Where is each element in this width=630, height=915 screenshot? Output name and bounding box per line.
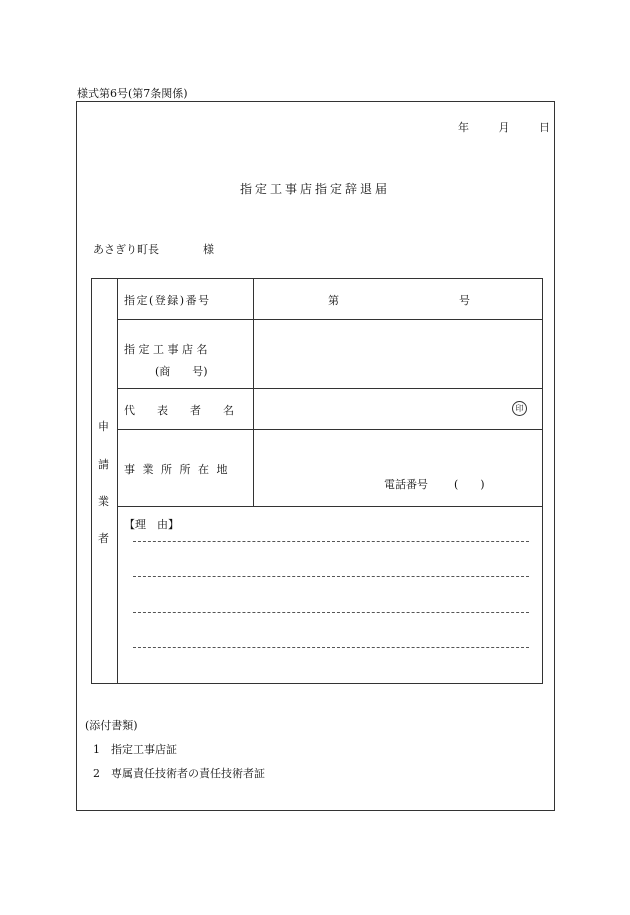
store-name-label: 指 定 工 事 店 名 bbox=[124, 343, 208, 356]
attachment-text: 専属責任技術者の責任技術者証 bbox=[111, 767, 265, 780]
attachments-title: (添付書類) bbox=[85, 719, 138, 732]
date-day-label: 日 bbox=[539, 121, 550, 134]
office-location-label: 事 業 所 所 在 地 bbox=[124, 463, 230, 476]
date-year-label: 年 bbox=[458, 121, 469, 134]
addressee-name: あさぎり町長 bbox=[93, 243, 159, 256]
side-char-2: 請 bbox=[98, 458, 109, 471]
phone-paren: ( ) bbox=[454, 478, 485, 491]
reason-line-2[interactable] bbox=[133, 576, 529, 577]
representative-field[interactable] bbox=[258, 392, 503, 426]
attachment-number: 2 bbox=[93, 767, 100, 780]
document-title: 指定工事店指定辞退届 bbox=[239, 182, 390, 196]
date-month-label: 月 bbox=[498, 121, 510, 134]
office-location-field[interactable] bbox=[258, 433, 538, 473]
attachment-text: 指定工事店証 bbox=[111, 743, 177, 756]
store-name-sub-label: (商 号) bbox=[155, 365, 208, 378]
side-char-1: 申 bbox=[98, 420, 109, 433]
form-code: 様式第6号(第7条関係) bbox=[77, 87, 188, 100]
reason-line-4[interactable] bbox=[133, 647, 529, 648]
side-char-4: 者 bbox=[98, 532, 109, 545]
seal-icon: 印 bbox=[512, 401, 527, 416]
addressee bbox=[93, 241, 214, 257]
reason-label: 【理 由】 bbox=[124, 518, 179, 531]
addressee-honorific: 様 bbox=[203, 243, 214, 256]
attachment-number: 1 bbox=[93, 743, 100, 756]
phone-label: 電話番号 bbox=[384, 478, 428, 491]
registration-number-suffix: 号 bbox=[459, 294, 470, 307]
applicant-side-label bbox=[92, 279, 117, 683]
reason-line-3[interactable] bbox=[133, 612, 529, 613]
representative-label: 代 表 者 名 bbox=[124, 404, 234, 417]
registration-number-label: 指定(登録)番号 bbox=[124, 294, 211, 307]
registration-number-field[interactable] bbox=[342, 283, 452, 315]
attachment-item bbox=[93, 741, 177, 757]
attachment-item bbox=[93, 765, 265, 781]
side-char-3: 業 bbox=[98, 495, 109, 508]
store-name-field[interactable] bbox=[258, 323, 538, 385]
reason-line-1[interactable] bbox=[133, 541, 529, 542]
date-line bbox=[458, 119, 550, 135]
applicant-table bbox=[91, 278, 543, 684]
registration-number-prefix: 第 bbox=[328, 294, 339, 307]
